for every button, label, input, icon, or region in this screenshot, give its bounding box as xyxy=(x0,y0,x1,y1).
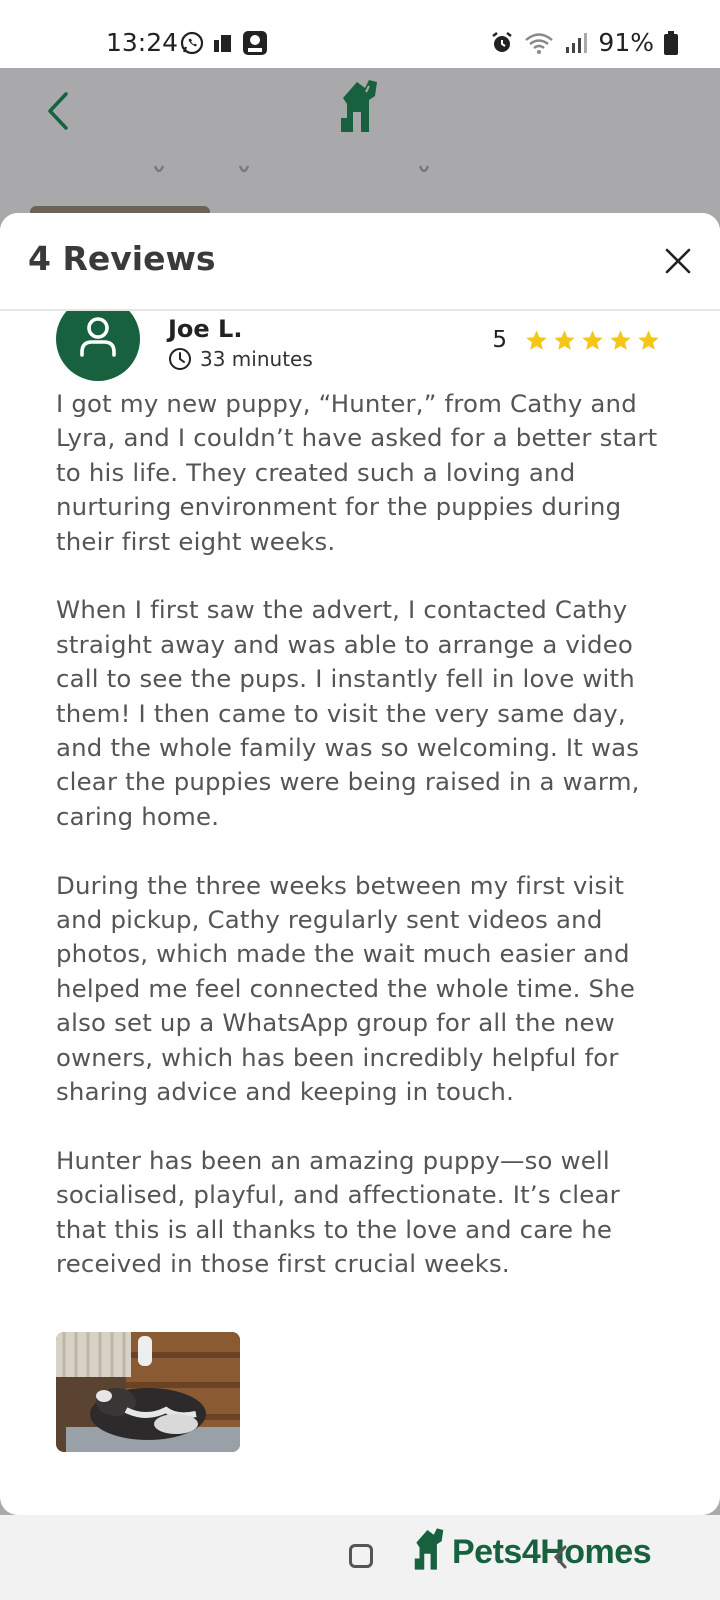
review-time xyxy=(168,347,313,371)
status-bar xyxy=(0,0,720,68)
review-item xyxy=(0,311,720,1515)
app-top-bar xyxy=(0,68,720,213)
alarm-icon xyxy=(490,31,514,55)
review-time-text: 33 minutes xyxy=(200,347,313,371)
pets4homes-logo-icon xyxy=(410,1526,448,1572)
review-photo[interactable] xyxy=(56,1332,240,1452)
reviewer-name: Joe L. xyxy=(168,315,243,343)
review-text xyxy=(56,387,676,1316)
reviews-title: 4 Reviews xyxy=(28,239,216,278)
review-paragraph: I got my new puppy, “Hunter,” from Cathy and Lyra, and I couldn’t have asked for a better start to his life. They created such a loving and nurturing environment for the puppies during their first eight weeks. xyxy=(56,389,658,556)
status-notification-icons xyxy=(180,30,268,56)
star-icon xyxy=(637,329,660,352)
close-button[interactable] xyxy=(660,243,696,279)
navigation-bar xyxy=(0,1515,720,1600)
reviews-sheet xyxy=(0,213,720,1515)
pets4homes-brand xyxy=(410,1525,651,1572)
review-paragraph: When I first saw the advert, I contacted Cathy straight away and was able to arrange a video call to see the pups. I instantly fell in love with them! I then came to visit the very same day, and the whole family was so welcoming. It was clear the puppies were being raised in a warm, caring home. xyxy=(56,595,640,831)
status-time: 13:24 xyxy=(106,28,179,57)
star-rating xyxy=(525,329,660,352)
star-icon xyxy=(525,329,548,352)
review-rating xyxy=(492,327,660,353)
app-notification-icon xyxy=(242,30,268,56)
wifi-icon xyxy=(524,31,554,55)
status-system-icons xyxy=(490,28,678,57)
star-icon xyxy=(553,329,576,352)
sheet-header xyxy=(0,213,720,311)
background-text-fragment xyxy=(0,160,720,180)
battery-icon xyxy=(664,31,678,55)
rating-value: 5 xyxy=(492,327,507,353)
whatsapp-icon xyxy=(180,31,204,55)
dog-photo-image xyxy=(56,1332,240,1452)
pets4homes-logo-icon xyxy=(335,78,383,139)
star-icon xyxy=(609,329,632,352)
back-button[interactable] xyxy=(40,86,80,136)
clock-icon xyxy=(168,347,192,371)
back-arrow-icon xyxy=(552,1544,568,1570)
star-icon xyxy=(581,329,604,352)
battery-percent: 91% xyxy=(598,28,654,57)
close-icon xyxy=(660,243,696,279)
avatar xyxy=(56,311,140,381)
review-paragraph: During the three weeks between my first visit and pickup, Cathy regularly sent videos and photos, which made the wait much easier and helped me feel connected the whole time. She also set up a WhatsApp group for all the new owners, which has been incredibly helpful for sharing advice and keeping in touch. xyxy=(56,870,636,1107)
chevron-left-icon xyxy=(40,86,80,136)
recents-button[interactable] xyxy=(349,1544,373,1568)
system-back-button[interactable] xyxy=(552,1544,568,1575)
signal-icon xyxy=(564,31,588,55)
user-icon xyxy=(77,315,119,359)
review-paragraph: Hunter has been an amazing puppy—so well socialised, playful, and affectionate. It’s clear that this is all thanks to the love and care he received in those first crucial weeks. xyxy=(56,1145,620,1279)
sim-icon xyxy=(212,32,234,54)
brand-name: Pets4Homes xyxy=(452,1533,652,1571)
